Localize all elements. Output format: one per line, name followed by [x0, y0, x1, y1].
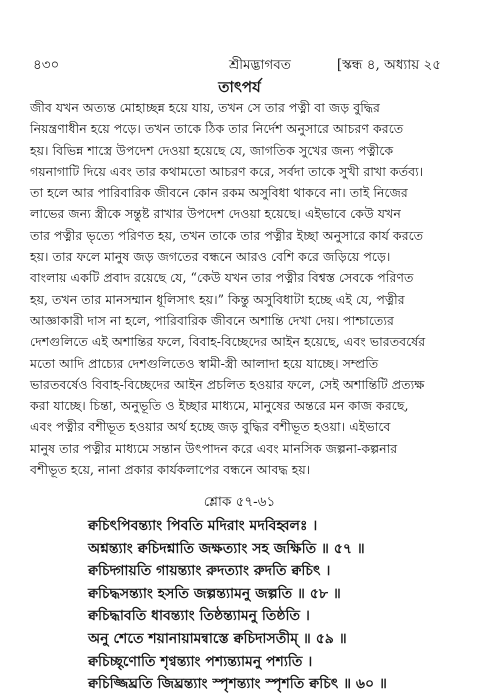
purport-line: তার পত্নীর ভৃত্যে পরিণত হয়, তখন তাকে তার পত্নীর ইচ্ছা অনুসারে কার্য করতে: [30, 227, 424, 243]
purport-line: লাভের জন্য স্ত্রীকে সন্তুষ্ট রাখার উপদেশ দেওয়া হয়েছে। এইভাবে কেউ যখন: [30, 206, 401, 222]
section-title: তাৎপর্য: [218, 78, 261, 96]
purport-line: তা হলে আর পারিবারিক জীবনে কোন রকম অসুবিধা থাকবে না। তাই নিজের: [30, 185, 408, 201]
verse-line: ক্বচিচ্ছৃণোতি শৃণ্বন্ত্যাং পশ্যন্ত্যামনু পশ্যতি ।: [88, 653, 313, 670]
purport-line: হয়। তার ফলে মানুষ জড় জগতের বন্ধনে আরও বেশি করে জড়িয়ে পড়ে।: [30, 249, 391, 265]
verse-line: অনু শেতে শয়ানায়ামন্বাস্তে ক্বচিদাসতীম্ ॥ ৫৯ ॥: [88, 630, 347, 647]
purport-line: বাংলায় একটি প্রবাদ রয়েছে যে, “কেউ যখন তার পত্নীর বিশ্বস্ত সেবকে পরিণত: [30, 270, 414, 286]
purport-line: দেশগুলিতে এই অশান্তির ফলে, বিবাহ-বিচ্ছেদের আইন হয়েছে, এবং ভারতবর্ষের: [30, 334, 426, 350]
verse-line: ক্বচিদ্গায়তি গায়ন্ত্যাং রুদত্যাং রুদতি ক্বচিৎ ।: [88, 563, 331, 580]
page-header: [33, 54, 441, 76]
book-title: শ্রীমদ্ভাগবত: [229, 57, 291, 73]
verse-heading: শ্লোক ৫৭-৬১: [203, 494, 276, 510]
purport-line: ভারতবর্ষেও বিবাহ-বিচ্ছেদের আইন প্রচলিত হওয়ার ফলে, সেই অশান্তিটি প্রত্যক্ষ: [30, 376, 425, 392]
verse-block: [88, 515, 468, 696]
purport-line: করা যাচ্ছে। চিন্তা, অনুভূতি ও ইচ্ছার মাধ্যমে, মানুষের অন্তরে মন কাজ করছে,: [30, 398, 409, 414]
purport-line: এবং পত্নীর বশীভূত হওয়ার অর্থ হচ্ছে জড় বুদ্ধির বশীভূত হওয়া। এইভাবে: [30, 419, 391, 435]
purport-line: হয়, তখন তার মানসম্মান ধূলিসাৎ হয়।” কিন্তু অসুবিধাটা হচ্ছে এই যে, পত্নীর: [30, 291, 405, 307]
purport-line: মানুষ তার পত্নীর মাধ্যমে সন্তান উৎপাদন করে এবং মানসিক জল্পনা-কল্পনার: [30, 440, 398, 456]
purport-line: হয়। বিভিন্ন শাস্ত্রে উপদেশ দেওয়া হয়েছে যে, জাগতিক সুখের জন্য পত্নীকে: [30, 142, 394, 158]
purport-line: আজ্ঞাকারী দাস না হলে, পারিবারিক জীবনে অশান্তি দেখা দেয়। পাশ্চাত্যের: [30, 312, 394, 328]
verse-line: ক্বচিদ্ধাবতি ধাবন্ত্যাং তিষ্ঠন্ত্যামনু তিষ্ঠতি ।: [88, 608, 310, 625]
purport-text: [30, 97, 450, 480]
purport-line: বশীভূত হয়ে, নানা প্রকার কার্যকলাপের বন্ধনে আবদ্ধ হয়।: [30, 462, 311, 478]
purport-line: নিয়ন্ত্রণাধীন হয়ে পড়ে। তখন তাকে ঠিক তার নির্দেশ অনুসারে আচরণ করতে: [30, 121, 404, 137]
chapter-reference: [স্কন্ধ ৪, অধ্যায় ২৫: [336, 57, 441, 73]
verse-line: ক্বচিদ্ধসন্ত্যাং হসতি জল্পন্ত্যামনু জল্পতি ॥ ৫৮ ॥: [88, 585, 341, 602]
page-number: ৪৩০: [33, 57, 60, 73]
purport-line: মতো আদি প্রাচ্যের দেশগুলিতেও স্বামী-স্ত্রী আলাদা হয়ে যাচ্ছে। সম্প্রতি: [30, 355, 379, 371]
purport-line: জীব যখন অত্যন্ত মোহাচ্ছন্ন হয়ে যায়, তখন সে তার পত্নী বা জড় বুদ্ধির: [30, 100, 380, 115]
purport-line: গয়নাগাটি দিয়ে এবং তার কথামতো আচরণ করে, সর্বদা তাকে সুখী রাখা কর্তব্য।: [30, 163, 424, 179]
verse-line: অশ্নন্ত্যাং ক্বচিদশ্নাতি জক্ষত্যাং সহ জক্ষিতি ॥ ৫৭ ॥: [88, 540, 365, 557]
verse-line: ক্বচিজ্জিঘ্রতি জিঘ্রন্ত্যাং স্পৃশন্ত্যাং স্পৃশতি ক্বচিৎ ॥ ৬০ ॥: [88, 676, 387, 693]
verse-line: ক্বচিৎপিবন্ত্যাং পিবতি মদিরাং মদবিহ্বলঃ ।: [88, 518, 318, 534]
